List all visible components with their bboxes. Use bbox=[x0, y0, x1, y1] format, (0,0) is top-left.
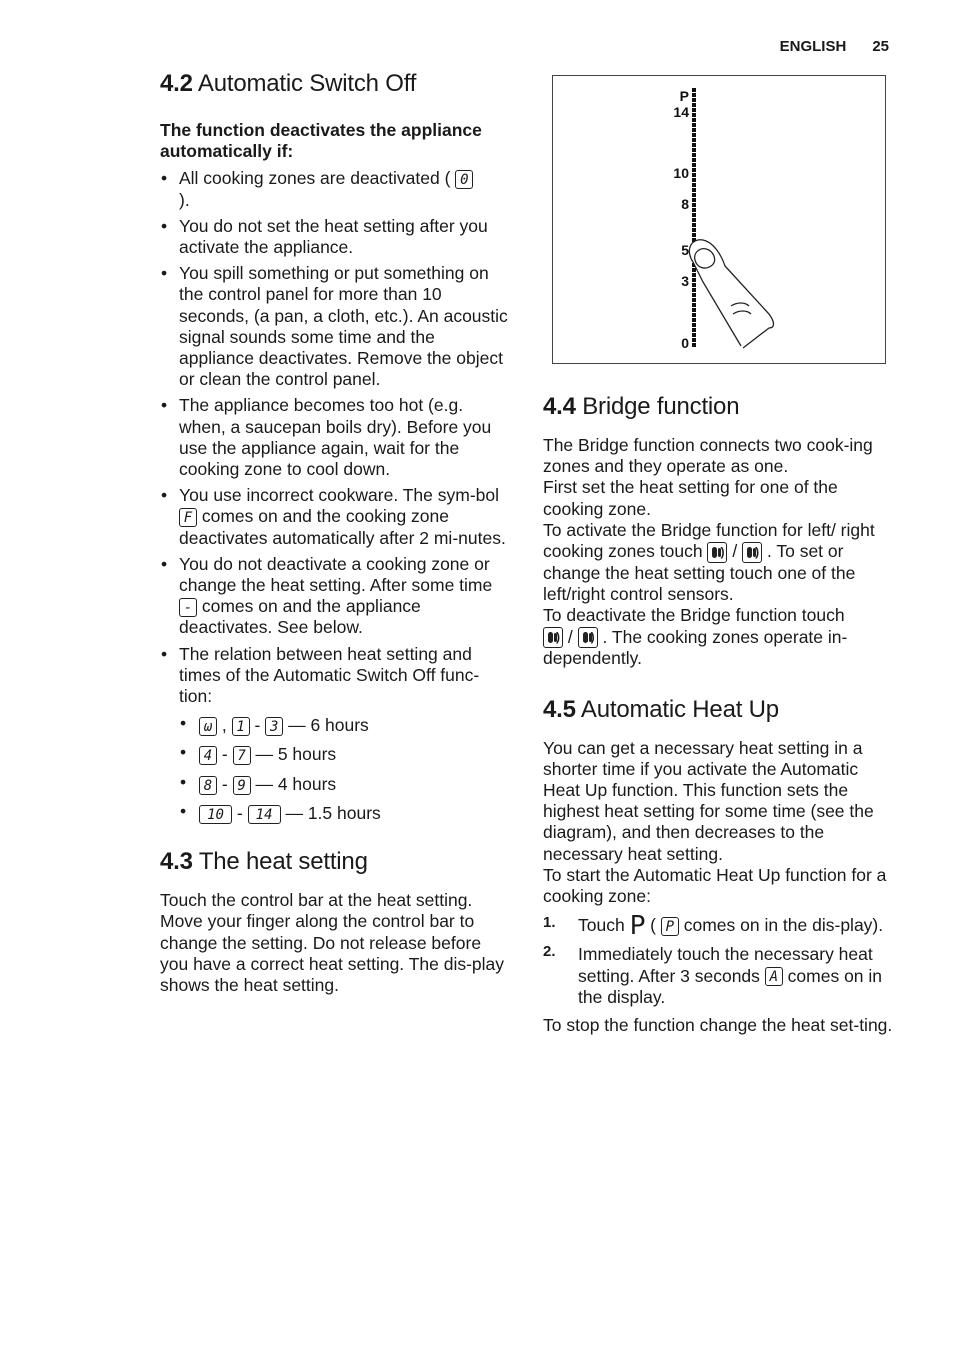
page-header bbox=[780, 38, 889, 55]
control-bar-segment bbox=[692, 188, 696, 192]
section-4-2-lead: The function deactivates the appliance automatically if: bbox=[160, 120, 482, 162]
control-bar-segment bbox=[692, 98, 696, 102]
control-bar-segment bbox=[692, 128, 696, 132]
right-column bbox=[543, 393, 899, 1036]
p-key-icon: P bbox=[629, 911, 646, 942]
control-bar-segment bbox=[692, 278, 696, 282]
display-symbol-icon: 14 bbox=[248, 805, 281, 824]
control-bar-segment bbox=[692, 183, 696, 187]
list-item: • The appliance becomes too hot (e.g. when, a saucepan boils dry). Before you use the appliance again, wait for the cooking zone to cool down. bbox=[160, 395, 512, 480]
control-bar-segment bbox=[692, 173, 696, 177]
display-symbol-icon: F bbox=[179, 508, 197, 527]
display-symbol-icon: 7 bbox=[233, 746, 251, 765]
page-number: 25 bbox=[872, 38, 889, 55]
switch-off-times-list bbox=[179, 715, 512, 824]
label-8: 8 bbox=[681, 196, 689, 212]
heatup-steps bbox=[543, 911, 899, 1008]
language-label: ENGLISH bbox=[779, 38, 847, 55]
list-item: • 8 - 9 — 4 hours bbox=[179, 774, 512, 795]
bridge-p3: To activate the Bridge function for left/ right cooking zones touch ) / ) . To set or change the heat setting touch one of the left/right control sensors. bbox=[543, 520, 899, 605]
control-bar-segment bbox=[692, 293, 696, 297]
list-item: • 4 - 7 — 5 hours bbox=[179, 744, 512, 765]
control-bar-segment bbox=[692, 323, 696, 327]
display-symbol-icon: 1 bbox=[232, 717, 250, 736]
control-bar-illustration bbox=[553, 76, 885, 363]
control-bar-segment bbox=[692, 228, 696, 232]
section-4-3-body: Touch the control bar at the heat setting. Move your finger along the control bar to change the setting. Do not release before you have a correct heat setting. The dis-play shows the heat setting. bbox=[160, 890, 505, 995]
display-symbol-icon: A bbox=[765, 967, 783, 986]
display-symbol-icon: 8 bbox=[199, 776, 217, 795]
section-4-3-heading: 4.3 The heat setting bbox=[160, 848, 368, 876]
control-bar-segment bbox=[692, 333, 696, 337]
list-item: • The relation between heat setting and times of the Automatic Switch Off func-tion: • ω , 1 - 3 — 6 hours • 4 - 7 — 5 hours • 8 - 9 — 4 hours • 10 - 14 — 1.5 hours bbox=[160, 644, 512, 824]
heatup-p1: You can get a necessary heat setting in a shorter time if you activate the Automatic Heat Up function. This function sets the highest heat setting for some time (see the diagram), and then decreases to the necessary heat setting. bbox=[543, 737, 874, 864]
bridge-p4: To deactivate the Bridge function touch ) / ) . The cooking zones operate in-dependently. bbox=[543, 605, 899, 669]
control-bar-segment bbox=[692, 318, 696, 322]
control-bar-segment bbox=[692, 283, 696, 287]
bridge-left-icon bbox=[543, 627, 563, 648]
left-column bbox=[160, 70, 512, 996]
control-bar-segment bbox=[692, 343, 696, 347]
label-14: 14 bbox=[673, 104, 689, 120]
display-symbol-icon: 4 bbox=[199, 746, 217, 765]
control-bar-segment bbox=[692, 198, 696, 202]
control-bar-segment bbox=[692, 123, 696, 127]
heatup-p3: To stop the function change the heat set-ting. bbox=[543, 1015, 893, 1036]
control-bar-segment bbox=[692, 153, 696, 157]
display-symbol-icon: 9 bbox=[233, 776, 251, 795]
control-bar-segment bbox=[692, 233, 696, 237]
display-symbol-icon: 10 bbox=[199, 805, 232, 824]
label-5: 5 bbox=[681, 242, 689, 258]
bridge-p2: First set the heat setting for one of the cooking zone. bbox=[543, 477, 838, 519]
label-0: 0 bbox=[681, 335, 689, 351]
control-bar-segment bbox=[692, 298, 696, 302]
label-10: 10 bbox=[673, 165, 689, 181]
control-bar-segment bbox=[692, 208, 696, 212]
finger-icon bbox=[689, 240, 773, 348]
control-bar-segment bbox=[692, 103, 696, 107]
display-symbol-icon: ω bbox=[199, 717, 217, 736]
control-bar-segment bbox=[692, 143, 696, 147]
control-bar-segment bbox=[692, 148, 696, 152]
list-item: • 10 - 14 — 1.5 hours bbox=[179, 803, 512, 824]
control-bar-segment bbox=[692, 338, 696, 342]
control-bar-segment bbox=[692, 273, 696, 277]
heatup-p2: To start the Automatic Heat Up function for a cooking zone: bbox=[543, 864, 887, 906]
control-bar-segment bbox=[692, 288, 696, 292]
bridge-p1: The Bridge function connects two cook-ing zones and they operate as one. bbox=[543, 435, 873, 477]
control-bar-segment bbox=[692, 223, 696, 227]
list-item: • You do not deactivate a cooking zone or change the heat setting. After some time - comes on and the appliance deactivates. See below. bbox=[160, 554, 512, 639]
list-item: • You do not set the heat setting after you activate the appliance. bbox=[160, 216, 512, 258]
list-item: • You use incorrect cookware. The sym-bol F comes on and the cooking zone deactivates automatically after 2 mi-nutes. bbox=[160, 485, 512, 549]
control-bar-segment bbox=[692, 93, 696, 97]
switch-off-conditions-list bbox=[160, 168, 512, 824]
control-bar-segment bbox=[692, 178, 696, 182]
list-item: 1. Touch P ( P comes on in the dis-play). bbox=[543, 911, 884, 942]
list-item: 2. Immediately touch the necessary heat setting. After 3 seconds A comes on in the display. bbox=[543, 943, 883, 1007]
control-bar-segment bbox=[692, 328, 696, 332]
control-bar-ticks bbox=[692, 88, 696, 347]
control-bar-segment bbox=[692, 133, 696, 137]
list-item: • You spill something or put something on the control panel for more than 10 seconds, (a pan, a cloth, etc.). An acoustic signal sounds some time and the appliance deactivates. Remove the object or clean the control panel. bbox=[160, 263, 512, 390]
control-bar-segment bbox=[692, 218, 696, 222]
control-bar-segment bbox=[692, 313, 696, 317]
list-item: • All cooking zones are deactivated ( 0 ). bbox=[160, 168, 512, 210]
control-bar-segment bbox=[692, 213, 696, 217]
display-symbol-icon: 3 bbox=[265, 717, 283, 736]
control-bar-segment bbox=[692, 158, 696, 162]
control-bar-segment bbox=[692, 118, 696, 122]
control-bar-segment bbox=[692, 88, 696, 92]
bridge-right-icon bbox=[578, 627, 598, 648]
control-bar-segment bbox=[692, 108, 696, 112]
display-symbol-icon: - bbox=[179, 598, 197, 617]
control-bar-segment bbox=[692, 168, 696, 172]
bridge-left-icon bbox=[707, 542, 727, 563]
control-bar-segment bbox=[692, 163, 696, 167]
bridge-right-icon bbox=[742, 542, 762, 563]
control-bar-segment bbox=[692, 268, 696, 272]
section-4-2-heading: 4.2 Automatic Switch Off bbox=[160, 70, 417, 97]
display-symbol-icon: P bbox=[661, 917, 679, 936]
control-bar-segment bbox=[692, 203, 696, 207]
control-bar-segment bbox=[692, 113, 696, 117]
label-P: P bbox=[679, 88, 689, 104]
section-4-4-heading: 4.4 Bridge function bbox=[543, 393, 740, 420]
display-symbol-icon: 0 bbox=[455, 170, 473, 189]
list-item: • ω , 1 - 3 — 6 hours bbox=[179, 715, 512, 736]
control-bar-segment bbox=[692, 308, 696, 312]
section-4-5-heading: 4.5 Automatic Heat Up bbox=[543, 695, 779, 723]
control-bar-segment bbox=[692, 138, 696, 142]
control-bar-segment bbox=[692, 193, 696, 197]
control-bar-segment bbox=[692, 303, 696, 307]
label-3: 3 bbox=[681, 273, 689, 289]
control-bar-diagram bbox=[552, 75, 886, 364]
